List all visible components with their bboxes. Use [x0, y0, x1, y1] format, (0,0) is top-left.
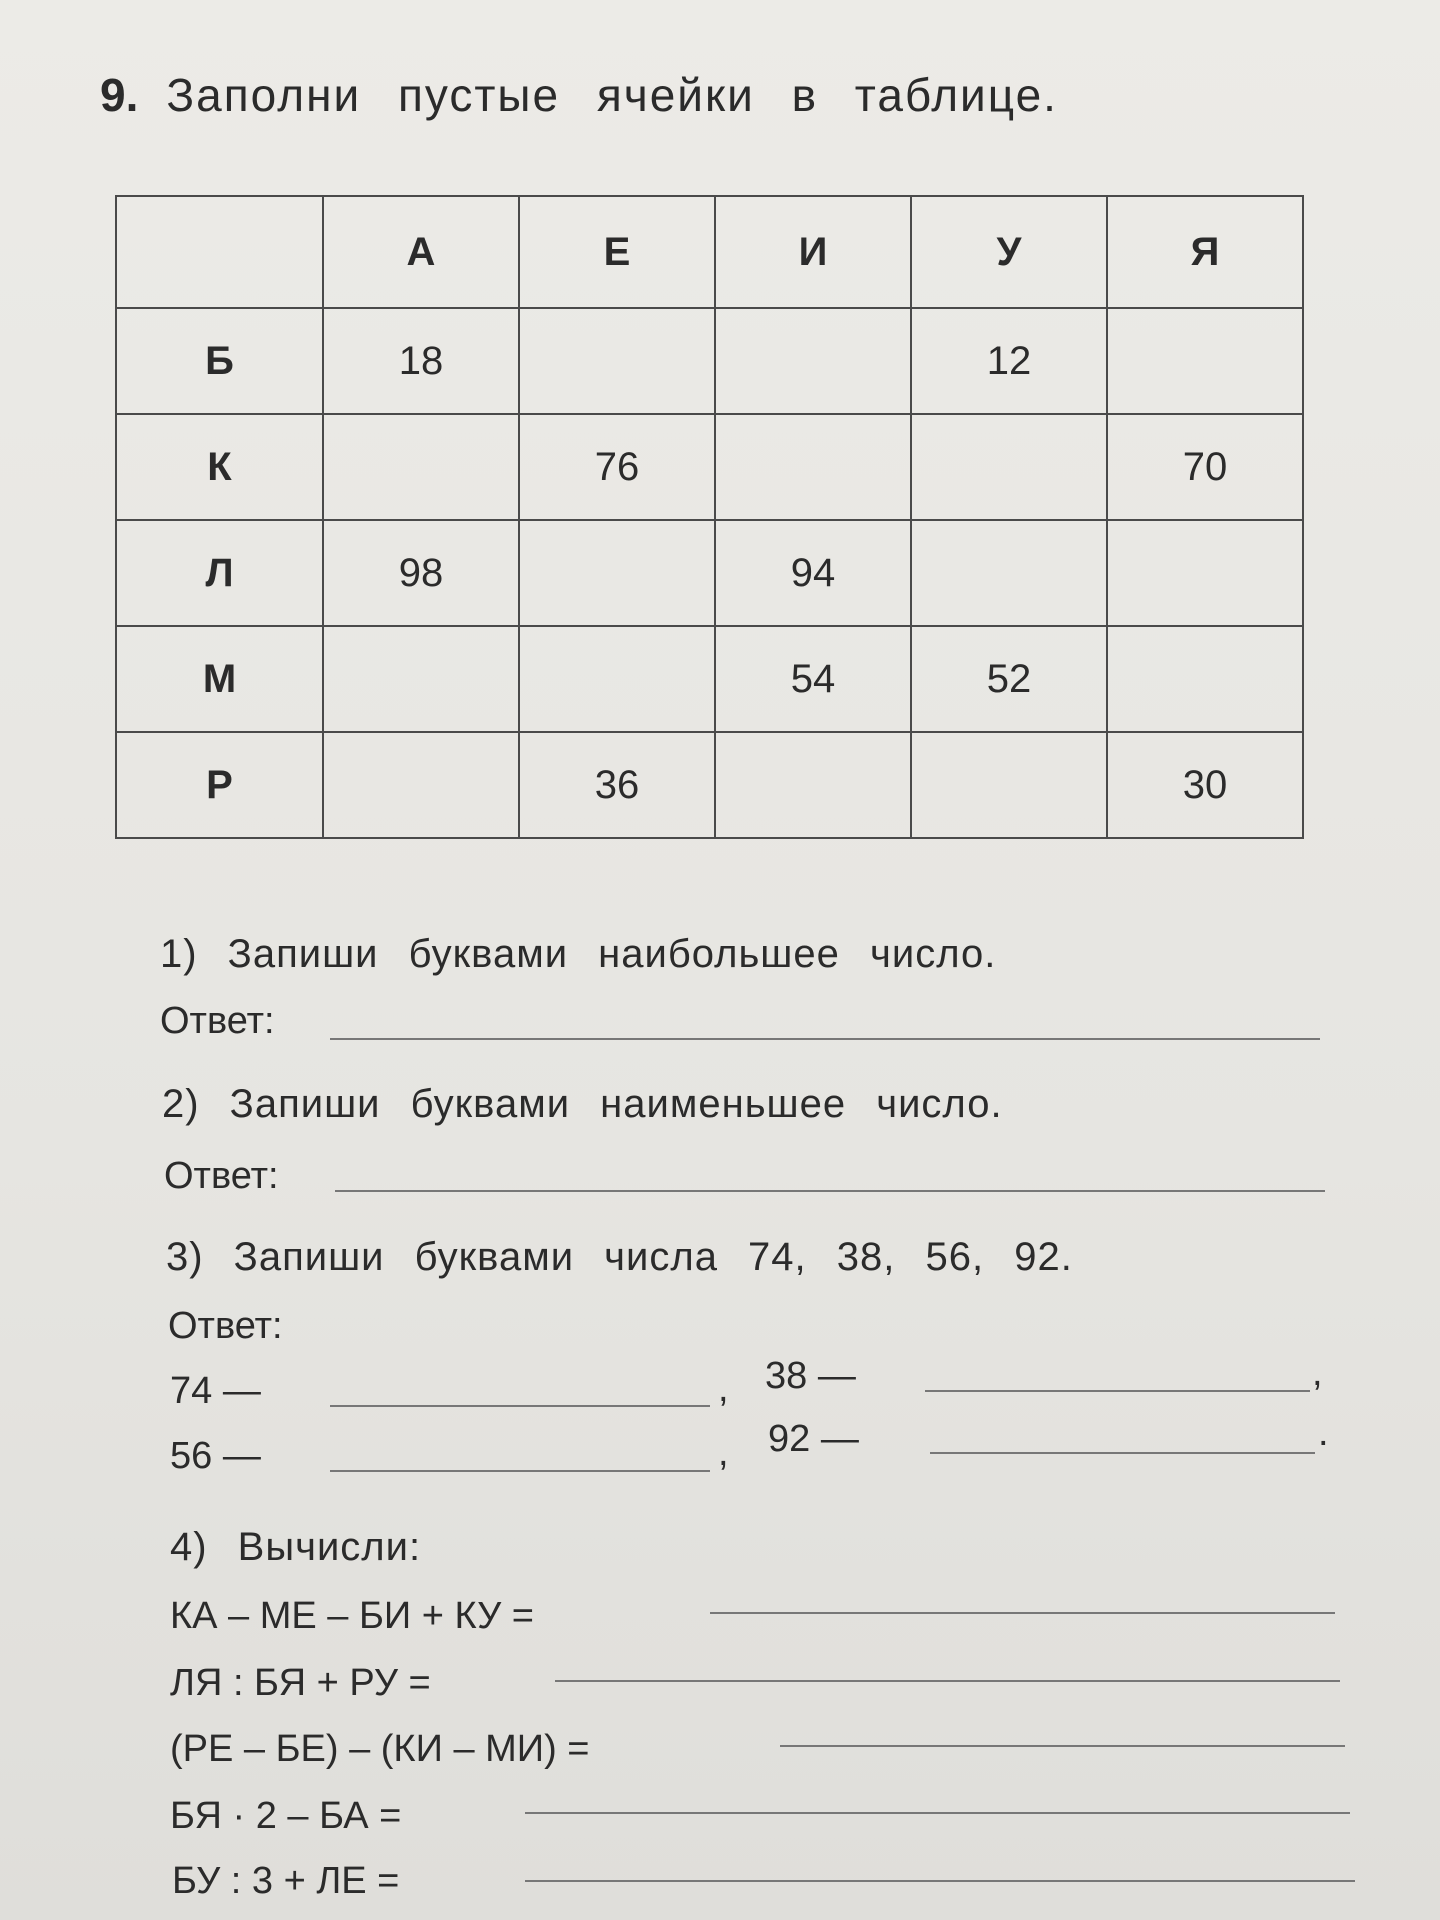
separator-comma: , [718, 1368, 729, 1410]
table-cell[interactable] [323, 732, 519, 838]
table-cell[interactable] [519, 308, 715, 414]
table-cell[interactable] [715, 414, 911, 520]
expression-2: ЛЯ : БЯ + РУ = [170, 1662, 431, 1704]
table-row [116, 626, 1303, 732]
table-cell[interactable] [911, 520, 1107, 626]
table-cell[interactable]: 70 [1107, 414, 1303, 520]
expression-3: (РЕ – БЕ) – (КИ – МИ) = [170, 1728, 590, 1770]
number-92-label: 92 — [768, 1418, 859, 1460]
question-1-answer-line[interactable] [330, 1038, 1320, 1040]
row-header: Р [116, 732, 323, 838]
table-cell[interactable] [323, 414, 519, 520]
question-1-answer-label: Ответ: [160, 1000, 275, 1042]
number-38-label: 38 — [765, 1355, 856, 1397]
number-38-answer-line[interactable] [925, 1390, 1310, 1392]
table-cell[interactable] [911, 414, 1107, 520]
table-row [116, 414, 1303, 520]
table-cell[interactable] [1107, 308, 1303, 414]
question-2-answer-line[interactable] [335, 1190, 1325, 1192]
table-cell[interactable] [1107, 626, 1303, 732]
separator-dot: . [1318, 1412, 1329, 1454]
question-4-text: 4) Вычисли: [170, 1525, 422, 1569]
table-row [116, 308, 1303, 414]
task-header [100, 68, 1058, 122]
question-3-answer-label: Ответ: [168, 1305, 283, 1347]
column-header: Я [1107, 196, 1303, 308]
row-header: Б [116, 308, 323, 414]
question-2-answer-label: Ответ: [164, 1155, 279, 1197]
expression-1-answer-line[interactable] [710, 1612, 1335, 1614]
separator-comma: , [1312, 1352, 1323, 1394]
table-cell[interactable]: 18 [323, 308, 519, 414]
table-cell[interactable]: 76 [519, 414, 715, 520]
question-1-text: 1) Запиши буквами наибольшее число. [160, 932, 997, 976]
expression-4-answer-line[interactable] [525, 1812, 1350, 1814]
expression-5-answer-line[interactable] [525, 1880, 1355, 1882]
table-cell[interactable] [519, 626, 715, 732]
column-header: А [323, 196, 519, 308]
table-cell[interactable]: 94 [715, 520, 911, 626]
row-header: М [116, 626, 323, 732]
row-header: Л [116, 520, 323, 626]
expression-3-answer-line[interactable] [780, 1745, 1345, 1747]
table-corner-cell [116, 196, 323, 308]
task-title: Заполни пустые ячейки в таблице. [166, 69, 1058, 121]
table-cell[interactable]: 98 [323, 520, 519, 626]
column-header: Е [519, 196, 715, 308]
column-header: И [715, 196, 911, 308]
question-3-text: 3) Запиши буквами числа 74, 38, 56, 92. [166, 1235, 1073, 1279]
table-cell[interactable]: 30 [1107, 732, 1303, 838]
table-cell[interactable] [1107, 520, 1303, 626]
table-cell[interactable]: 12 [911, 308, 1107, 414]
expression-5: БУ : 3 + ЛЕ = [172, 1860, 400, 1902]
number-56-label: 56 — [170, 1435, 261, 1477]
number-56-answer-line[interactable] [330, 1470, 710, 1472]
separator-comma: , [718, 1432, 729, 1474]
column-header: У [911, 196, 1107, 308]
task-number: 9. [100, 69, 139, 121]
expression-4: БЯ · 2 – БА = [170, 1795, 402, 1837]
table-cell[interactable]: 54 [715, 626, 911, 732]
table-cell[interactable] [911, 732, 1107, 838]
question-2-text: 2) Запиши буквами наименьшее число. [162, 1082, 1003, 1126]
letter-number-table [115, 195, 1304, 839]
table-cell[interactable] [323, 626, 519, 732]
table-cell[interactable]: 36 [519, 732, 715, 838]
table-row [116, 520, 1303, 626]
number-74-answer-line[interactable] [330, 1405, 710, 1407]
number-92-answer-line[interactable] [930, 1452, 1315, 1454]
row-header: К [116, 414, 323, 520]
expression-1: КА – МЕ – БИ + КУ = [170, 1595, 534, 1637]
table-cell[interactable] [519, 520, 715, 626]
table-cell[interactable] [715, 308, 911, 414]
table-header-row [116, 196, 1303, 308]
table-cell[interactable] [715, 732, 911, 838]
table-cell[interactable]: 52 [911, 626, 1107, 732]
expression-2-answer-line[interactable] [555, 1680, 1340, 1682]
number-74-label: 74 — [170, 1370, 261, 1412]
table-row [116, 732, 1303, 838]
